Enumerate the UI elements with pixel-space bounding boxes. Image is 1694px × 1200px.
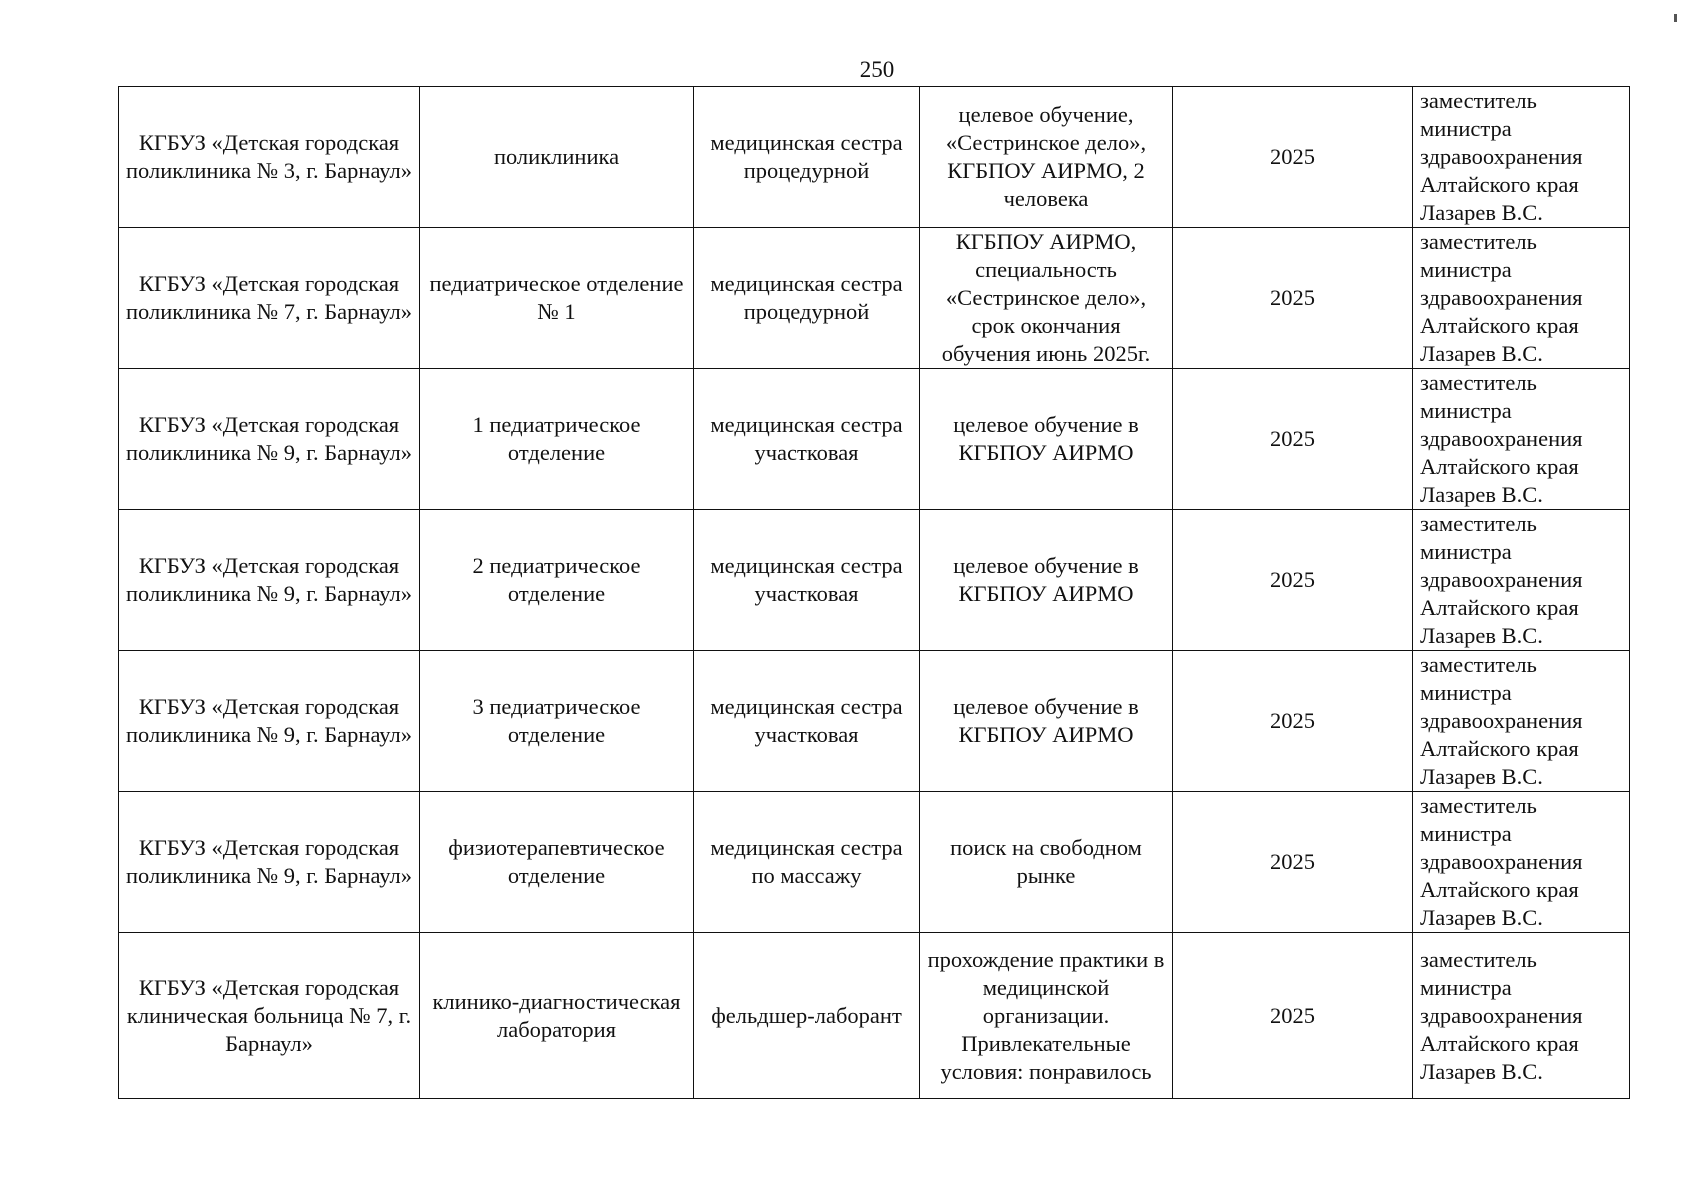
cell-measure: целевое обучение в КГБПОУ АИРМО: [920, 651, 1173, 792]
cell-year: 2025: [1173, 651, 1413, 792]
table-row: [119, 228, 1630, 369]
cell-year: 2025: [1173, 933, 1413, 1099]
cell-position: медицинская сестра участковая: [694, 510, 920, 651]
scan-mark: [1674, 14, 1677, 22]
cell-responsible: заместитель министра здравоохранения Алтайского края Лазарев В.С.: [1413, 651, 1630, 792]
cell-year: 2025: [1173, 87, 1413, 228]
cell-position: фельдшер-лаборант: [694, 933, 920, 1099]
table-row: [119, 792, 1630, 933]
cell-department: клинико-диагностическая лаборатория: [420, 933, 694, 1099]
cell-position: медицинская сестра процедурной: [694, 228, 920, 369]
cell-organization: КГБУЗ «Детская городская поликлиника № 9, г. Барнаул»: [119, 792, 420, 933]
cell-organization: КГБУЗ «Детская городская поликлиника № 7, г. Барнаул»: [119, 228, 420, 369]
table-row: [119, 933, 1630, 1099]
cell-position: медицинская сестра по массажу: [694, 792, 920, 933]
cell-responsible: заместитель министра здравоохранения Алтайского края Лазарев В.С.: [1413, 369, 1630, 510]
cell-measure: прохождение практики в медицинской организации. Привлекательные условия: понравилось: [920, 933, 1173, 1099]
cell-department: физиотерапевтическое отделение: [420, 792, 694, 933]
cell-organization: КГБУЗ «Детская городская поликлиника № 9, г. Барнаул»: [119, 510, 420, 651]
cell-department: педиатрическое отделение № 1: [420, 228, 694, 369]
cell-department: поликлиника: [420, 87, 694, 228]
cell-organization: КГБУЗ «Детская городская поликлиника № 9, г. Барнаул»: [119, 651, 420, 792]
cell-responsible: заместитель министра здравоохранения Алтайского края Лазарев В.С.: [1413, 933, 1630, 1099]
cell-position: медицинская сестра участковая: [694, 651, 920, 792]
cell-responsible: заместитель министра здравоохранения Алтайского края Лазарев В.С.: [1413, 228, 1630, 369]
cell-year: 2025: [1173, 228, 1413, 369]
cell-department: 3 педиатрическое отделение: [420, 651, 694, 792]
cell-organization: КГБУЗ «Детская городская поликлиника № 9, г. Барнаул»: [119, 369, 420, 510]
cell-year: 2025: [1173, 369, 1413, 510]
cell-position: медицинская сестра процедурной: [694, 87, 920, 228]
cell-measure: поиск на свободном рынке: [920, 792, 1173, 933]
cell-department: 1 педиатрическое отделение: [420, 369, 694, 510]
staffing-table: [118, 86, 1630, 1099]
cell-year: 2025: [1173, 510, 1413, 651]
cell-year: 2025: [1173, 792, 1413, 933]
table-row: [119, 369, 1630, 510]
cell-measure: КГБПОУ АИРМО, специальность «Сестринское дело», срок окончания обучения июнь 2025г.: [920, 228, 1173, 369]
cell-measure: целевое обучение в КГБПОУ АИРМО: [920, 369, 1173, 510]
cell-position: медицинская сестра участковая: [694, 369, 920, 510]
cell-measure: целевое обучение, «Сестринское дело», КГБПОУ АИРМО, 2 человека: [920, 87, 1173, 228]
cell-measure: целевое обучение в КГБПОУ АИРМО: [920, 510, 1173, 651]
page-number: 250: [859, 57, 895, 82]
table-row: [119, 87, 1630, 228]
cell-responsible: заместитель министра здравоохранения Алтайского края Лазарев В.С.: [1413, 510, 1630, 651]
cell-responsible: заместитель министра здравоохранения Алтайского края Лазарев В.С.: [1413, 792, 1630, 933]
cell-organization: КГБУЗ «Детская городская клиническая больница № 7, г. Барнаул»: [119, 933, 420, 1099]
table-row: [119, 651, 1630, 792]
table-row: [119, 510, 1630, 651]
cell-department: 2 педиатрическое отделение: [420, 510, 694, 651]
cell-responsible: заместитель министра здравоохранения Алтайского края Лазарев В.С.: [1413, 87, 1630, 228]
cell-organization: КГБУЗ «Детская городская поликлиника № 3, г. Барнаул»: [119, 87, 420, 228]
